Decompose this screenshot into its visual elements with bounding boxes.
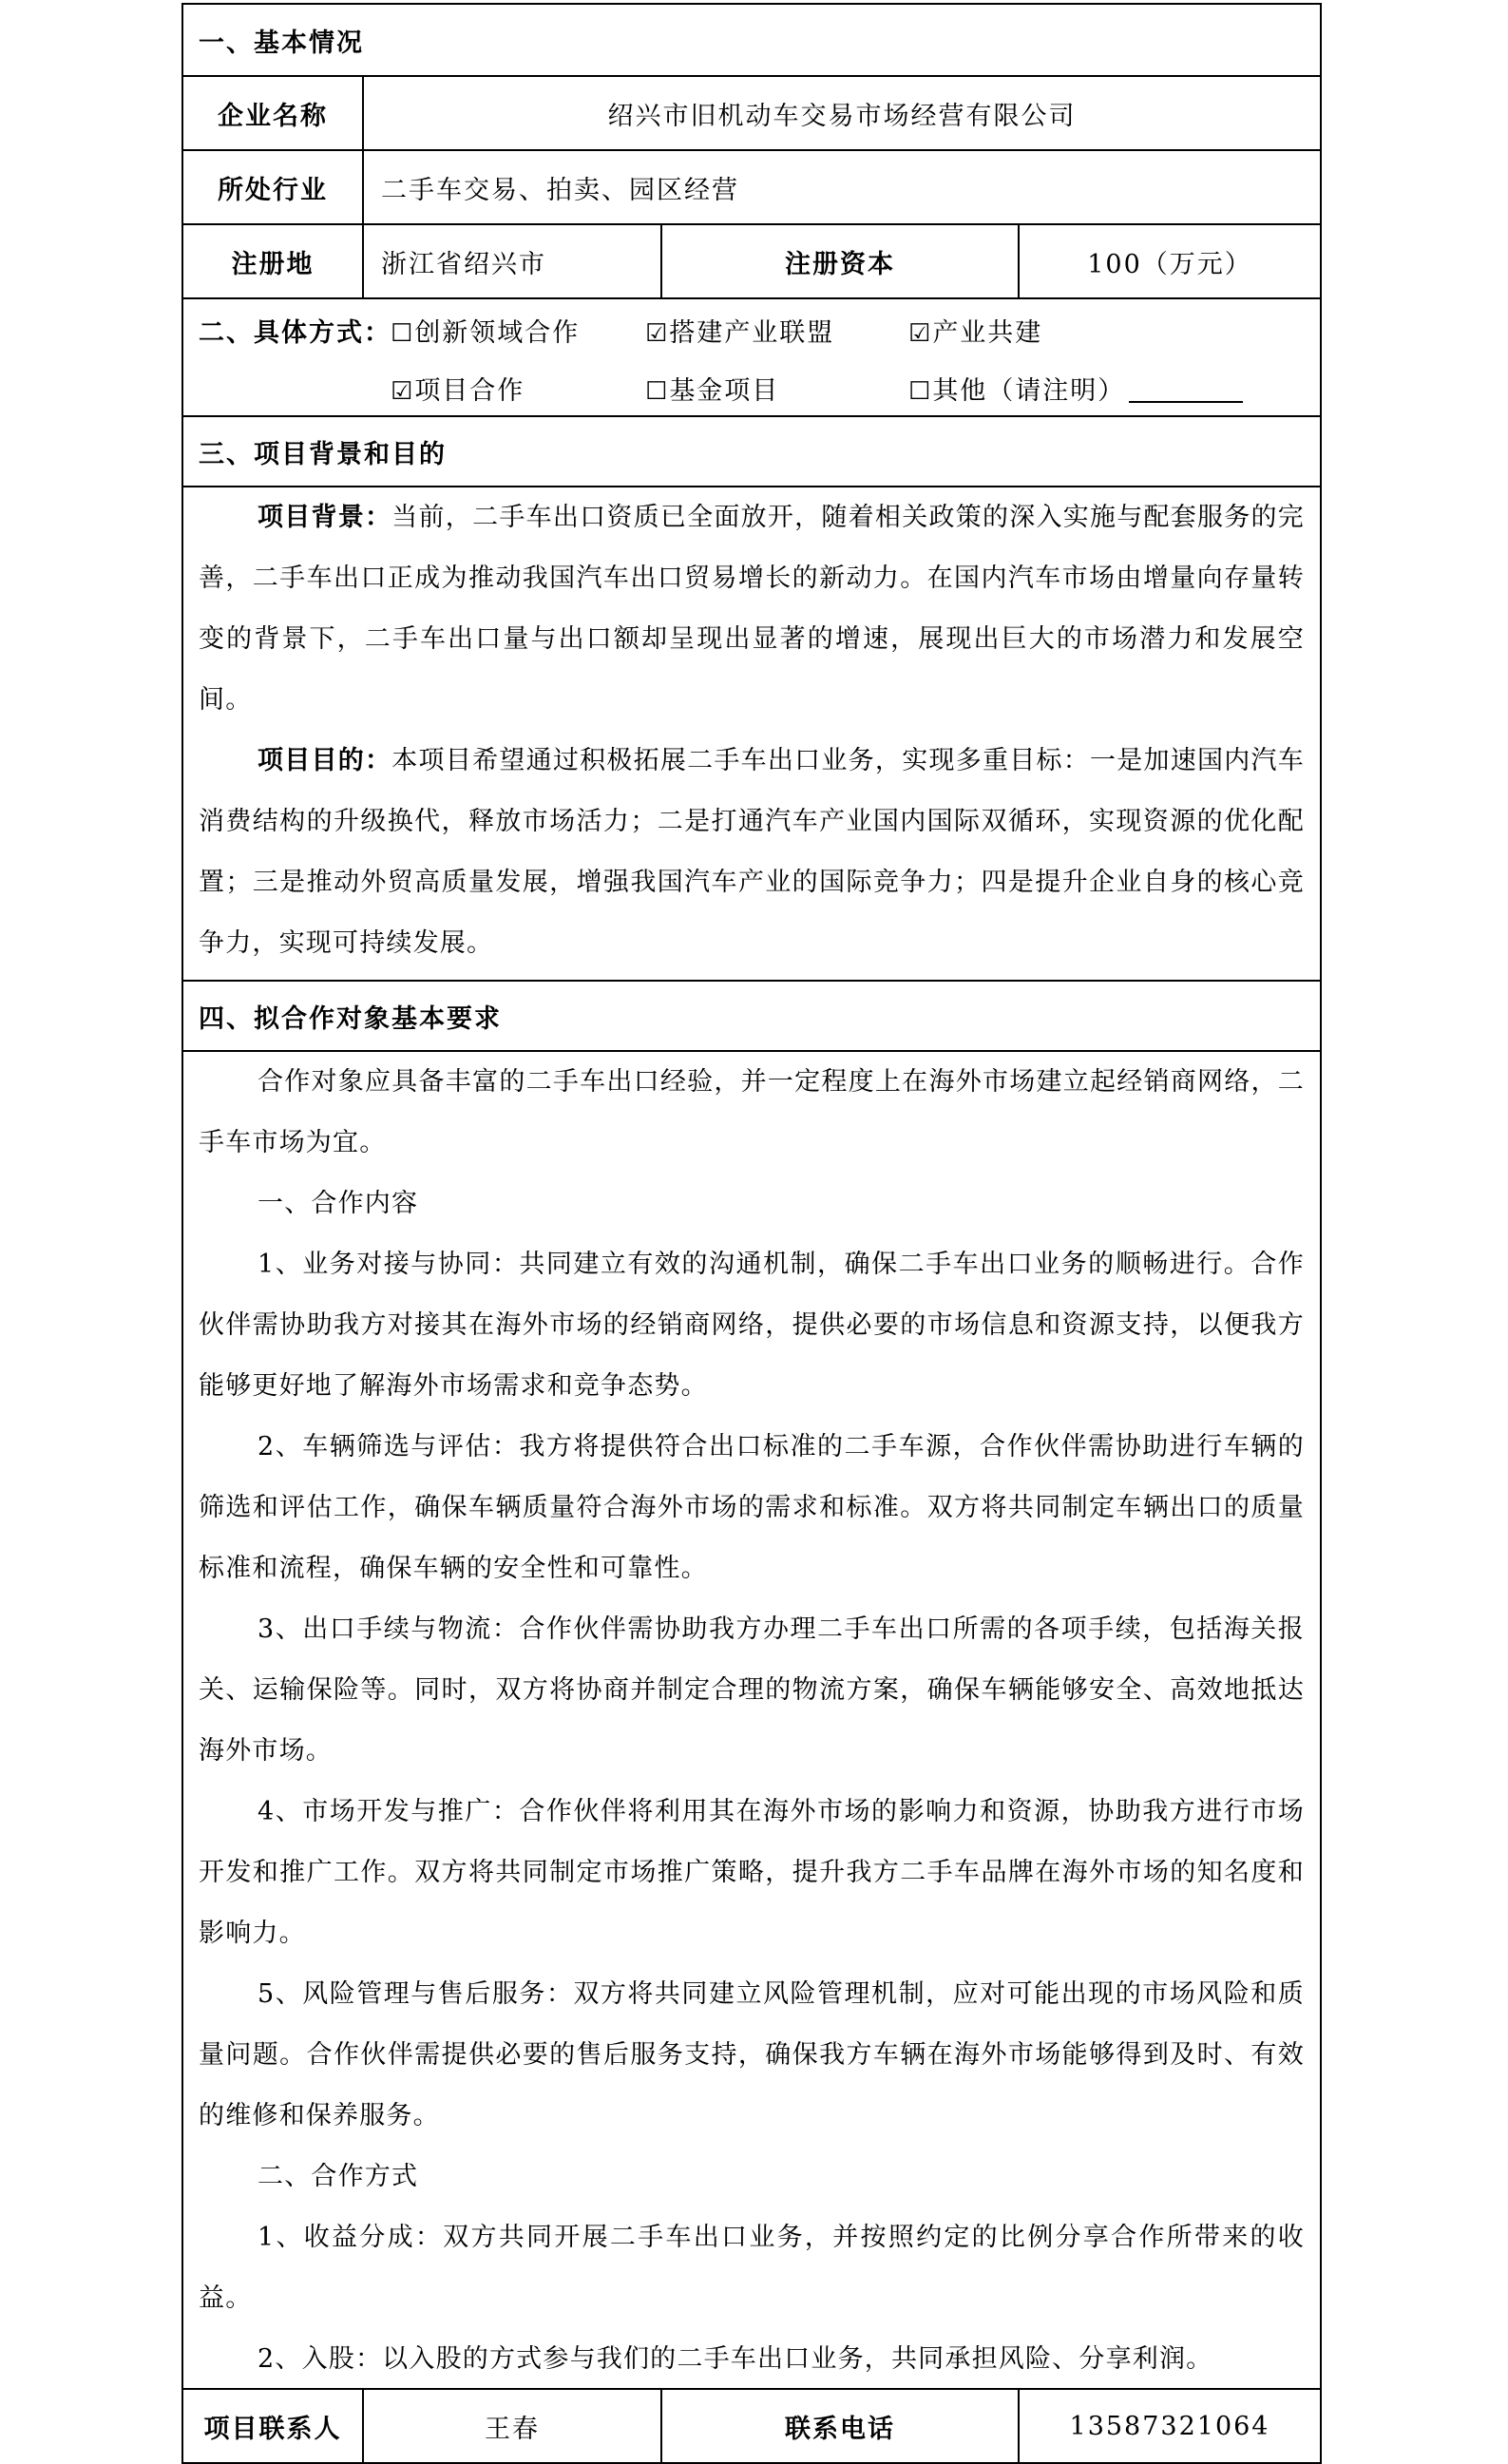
section-background-title: 三、项目背景和目的: [199, 439, 447, 469]
option-industry-alliance[interactable]: [645, 312, 834, 349]
background-paragraph: [183, 487, 1320, 731]
company-name-row: [183, 75, 1320, 149]
cooperation-mode-title: 二、具体方式：: [199, 318, 391, 348]
option-fund-project[interactable]: [645, 370, 779, 407]
content-item-5: 5、风险管理与售后服务：双方将共同建立风险管理机制，应对可能出现的市场风险和质量问题。合作伙伴需提供必要的售后服务支持，确保我方车辆在海外市场能够得到及时、有效的维修和保养服务。: [199, 1979, 1305, 2130]
purpose-text: 本项目希望通过积极拓展二手车出口业务，实现多重目标：一是加速国内汽车消费结构的升级换代，释放市场活力；二是打通汽车产业国内国际双循环，实现资源的优化配置；三是推动外贸高质量发展，增强我国汽车产业的国际竞争力；四是提升企业自身的核心竞争力，实现可持续发展。: [199, 746, 1305, 958]
section-requirements-title: 四、拟合作对象基本要求: [199, 1003, 502, 1034]
option-project-cooperation[interactable]: [391, 370, 525, 407]
requirements-content-row: [183, 1050, 1320, 2388]
checkbox-icon: ☐: [391, 319, 415, 348]
industry-label: 所处行业: [218, 175, 328, 205]
registered-capital-value: 100（万元）: [1087, 249, 1252, 279]
checkbox-icon: ☐: [908, 377, 933, 406]
registered-capital-label: 注册资本: [785, 249, 895, 279]
industry-value: 二手车交易、拍卖、园区经营: [381, 175, 739, 205]
content-item-4: 4、市场开发与推广：合作伙伴将利用其在海外市场的影响力和资源，协助我方进行市场开发和推广工作。双方将共同制定市场推广策略，提升我方二手车品牌在海外市场的知名度和影响力。: [199, 1797, 1305, 1948]
requirements-intro: 合作对象应具备丰富的二手车出口经验，并一定程度上在海外市场建立起经销商网络，二手车市场为宜。: [199, 1067, 1305, 1157]
company-name-value: 绍兴市旧机动车交易市场经营有限公司: [607, 101, 1077, 131]
option-label: 产业共建: [932, 318, 1043, 348]
section-background-row: [183, 415, 1320, 486]
content-item-2: 2、车辆筛选与评估：我方将提供符合出口标准的二手车源，合作伙伴需协助进行车辆的筛选和评估工作，确保车辆质量符合海外市场的需求和标准。双方将共同制定车辆出口的质量标准和流程，确保车辆的安全性和可靠性。: [199, 1432, 1305, 1583]
contact-person-value: 王春: [485, 2414, 540, 2444]
section-requirements-row: [183, 980, 1320, 1050]
option-label: 创新领域合作: [414, 318, 581, 348]
contact-person-label: 项目联系人: [203, 2414, 342, 2444]
section-basic-info-row: [183, 5, 1320, 75]
section-basic-info-title: 一、基本情况: [199, 28, 364, 58]
checkbox-checked-icon: ☑: [645, 319, 670, 348]
option-industry-co-construction[interactable]: [908, 312, 1042, 349]
background-lead: 项目背景：: [258, 503, 392, 532]
content-item-1: 1、业务对接与协同：共同建立有效的沟通机制，确保二手车出口业务的顺畅进行。合作伙伴需协助我方对接其在海外市场的经销商网络，提供必要的市场信息和资源支持，以便我方能够更好地了解海外市场需求和竞争态势。: [199, 1250, 1305, 1401]
content-item-3: 3、出口手续与物流：合作伙伴需协助我方办理二手车出口所需的各项手续，包括海关报关、运输保险等。同时，双方将协商并制定合理的物流方案，确保车辆能够安全、高效地抵达海外市场。: [199, 1614, 1305, 1766]
cooperation-content-heading: 一、合作内容: [258, 1189, 419, 1218]
mode-item-1: 1、收益分成：双方共同开展二手车出口业务，并按照约定的比例分享合作所带来的收益。: [199, 2223, 1305, 2313]
background-content-row: [183, 486, 1320, 980]
option-label: 项目合作: [414, 376, 525, 406]
option-innovation[interactable]: [391, 312, 580, 349]
industry-row: [183, 149, 1320, 223]
registered-place-value: 浙江省绍兴市: [381, 249, 546, 279]
option-label: 其他（请注明）: [932, 376, 1126, 406]
option-other[interactable]: [908, 370, 1243, 407]
contact-phone-value: 13587321064: [1069, 2411, 1270, 2441]
registered-place-label: 注册地: [231, 249, 315, 279]
option-label: 搭建产业联盟: [669, 318, 835, 348]
background-text: 当前，二手车出口资质已全面放开，随着相关政策的深入实施与配套服务的完善，二手车出口正成为推动我国汽车出口贸易增长的新动力。在国内汽车市场由增量向存量转变的背景下，二手车出口量与出口额却呈现出显著的增速，展现出巨大的市场潜力和发展空间。: [199, 503, 1305, 715]
registration-row: [183, 223, 1320, 297]
contact-row: [183, 2388, 1320, 2462]
company-name-label: 企业名称: [218, 101, 328, 131]
purpose-lead: 项目目的：: [258, 746, 392, 775]
cooperation-mode-heading: 二、合作方式: [258, 2162, 419, 2191]
other-fill-blank[interactable]: [1129, 401, 1243, 403]
checkbox-checked-icon: ☑: [391, 377, 415, 406]
mode-item-2: 2、入股：以入股的方式参与我们的二手车出口业务，共同承担风险、分享利润。: [258, 2344, 1213, 2374]
option-label: 基金项目: [669, 376, 780, 406]
enterprise-info-form: [181, 3, 1322, 2464]
cooperation-mode-row: [183, 297, 1320, 415]
checkbox-icon: ☐: [645, 377, 670, 406]
checkbox-checked-icon: ☑: [908, 319, 933, 348]
purpose-paragraph: [183, 731, 1320, 974]
contact-phone-label: 联系电话: [785, 2414, 895, 2444]
